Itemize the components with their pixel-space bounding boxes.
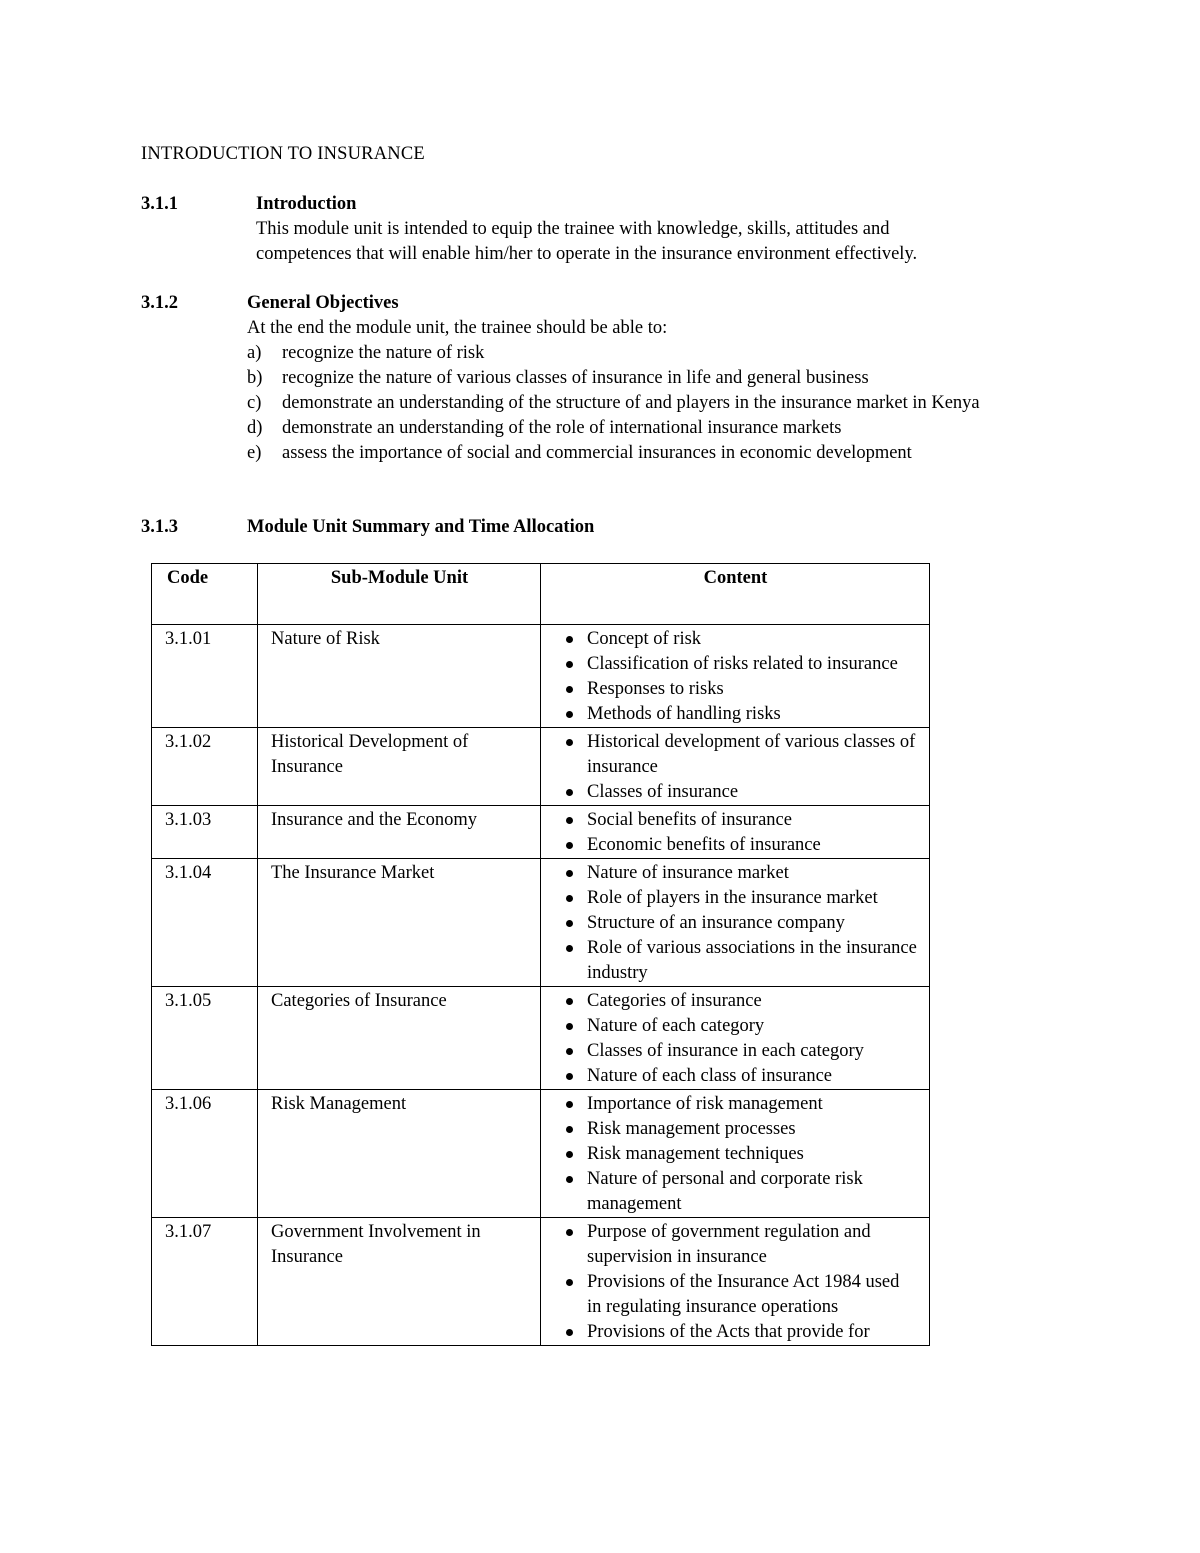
cell-code: 3.1.02 <box>152 728 258 806</box>
section-number-objectives: 3.1.2 <box>141 293 178 313</box>
content-bullet-item: Concept of risk <box>554 627 917 652</box>
table-body <box>152 625 930 1346</box>
table-row <box>152 1218 930 1346</box>
objective-item <box>247 366 1047 391</box>
header-code: Code <box>152 564 258 625</box>
objective-label: a) <box>247 343 262 363</box>
cell-content <box>541 859 930 987</box>
objective-label: c) <box>247 393 262 413</box>
content-bullet-item: Provisions of the Insurance Act 1984 used in regulating insurance operations <box>554 1270 917 1320</box>
cell-sub-module-unit: The Insurance Market <box>258 859 541 987</box>
objective-label: b) <box>247 368 263 388</box>
objective-item <box>247 441 1047 466</box>
content-bullet-item: Economic benefits of insurance <box>554 833 917 858</box>
cell-content <box>541 806 930 859</box>
content-bullet-item: Nature of each class of insurance <box>554 1064 917 1089</box>
content-bullet-list <box>554 627 917 727</box>
table-row <box>152 625 930 728</box>
cell-code: 3.1.07 <box>152 1218 258 1346</box>
cell-sub-module-unit: Risk Management <box>258 1090 541 1218</box>
objective-text: demonstrate an understanding of the role of international insurance markets <box>282 418 842 438</box>
objectives-lead: At the end the module unit, the trainee should be able to: <box>247 318 668 338</box>
objective-text: assess the importance of social and commercial insurances in economic development <box>282 443 912 463</box>
table-row <box>152 1090 930 1218</box>
content-bullet-item: Nature of each category <box>554 1014 917 1039</box>
content-bullet-item: Role of various associations in the insurance industry <box>554 936 917 986</box>
cell-code: 3.1.01 <box>152 625 258 728</box>
content-bullet-item: Classification of risks related to insurance <box>554 652 917 677</box>
cell-code: 3.1.03 <box>152 806 258 859</box>
objective-label: e) <box>247 443 262 463</box>
content-bullet-item: Nature of personal and corporate risk management <box>554 1167 917 1217</box>
content-bullet-item: Methods of handling risks <box>554 702 917 727</box>
cell-sub-module-unit: Categories of Insurance <box>258 987 541 1090</box>
module-summary-table <box>151 563 930 1346</box>
cell-code: 3.1.06 <box>152 1090 258 1218</box>
objectives-list <box>247 341 1047 466</box>
content-bullet-item: Categories of insurance <box>554 989 917 1014</box>
section-number-intro: 3.1.1 <box>141 194 178 214</box>
cell-sub-module-unit: Nature of Risk <box>258 625 541 728</box>
intro-line-1: This module unit is intended to equip the trainee with knowledge, skills, attitudes and <box>256 219 890 239</box>
header-content: Content <box>541 564 930 625</box>
document-title: INTRODUCTION TO INSURANCE <box>141 144 425 164</box>
content-bullet-list <box>554 808 917 858</box>
table-row <box>152 806 930 859</box>
content-bullet-item: Provisions of the Acts that provide for <box>554 1320 917 1345</box>
content-bullet-item: Classes of insurance in each category <box>554 1039 917 1064</box>
section-heading-summary: Module Unit Summary and Time Allocation <box>247 517 595 537</box>
content-bullet-item: Purpose of government regulation and supervision in insurance <box>554 1220 917 1270</box>
objective-item <box>247 341 1047 366</box>
content-bullet-list <box>554 1092 917 1217</box>
content-bullet-item: Structure of an insurance company <box>554 911 917 936</box>
objective-item <box>247 391 1047 416</box>
header-sub-module-unit: Sub-Module Unit <box>258 564 541 625</box>
objective-text: recognize the nature of risk <box>282 343 485 363</box>
cell-code: 3.1.05 <box>152 987 258 1090</box>
objective-text: recognize the nature of various classes of insurance in life and general business <box>282 368 869 388</box>
cell-sub-module-unit: Historical Development of Insurance <box>258 728 541 806</box>
content-bullet-list <box>554 1220 917 1345</box>
content-bullet-item: Risk management processes <box>554 1117 917 1142</box>
cell-code: 3.1.04 <box>152 859 258 987</box>
content-bullet-item: Role of players in the insurance market <box>554 886 917 911</box>
table-header-row <box>152 564 930 625</box>
table-row <box>152 859 930 987</box>
cell-content <box>541 1218 930 1346</box>
section-heading-objectives: General Objectives <box>247 293 399 313</box>
content-bullet-item: Classes of insurance <box>554 780 917 805</box>
content-bullet-item: Risk management techniques <box>554 1142 917 1167</box>
cell-content <box>541 987 930 1090</box>
content-bullet-item: Responses to risks <box>554 677 917 702</box>
content-bullet-list <box>554 861 917 986</box>
content-bullet-item: Importance of risk management <box>554 1092 917 1117</box>
cell-content <box>541 1090 930 1218</box>
cell-content <box>541 625 930 728</box>
content-bullet-list <box>554 730 917 805</box>
section-number-summary: 3.1.3 <box>141 517 178 537</box>
cell-sub-module-unit: Government Involvement in Insurance <box>258 1218 541 1346</box>
objective-item <box>247 416 1047 441</box>
content-bullet-item: Historical development of various classes of insurance <box>554 730 917 780</box>
objective-text: demonstrate an understanding of the structure of and players in the insurance market in Kenya <box>282 393 980 413</box>
table-row <box>152 728 930 806</box>
cell-content <box>541 728 930 806</box>
table-row <box>152 987 930 1090</box>
content-bullet-item: Nature of insurance market <box>554 861 917 886</box>
intro-line-2: competences that will enable him/her to operate in the insurance environment effectively. <box>256 244 918 264</box>
content-bullet-list <box>554 989 917 1089</box>
cell-sub-module-unit: Insurance and the Economy <box>258 806 541 859</box>
objective-label: d) <box>247 418 263 438</box>
content-bullet-item: Social benefits of insurance <box>554 808 917 833</box>
section-heading-intro: Introduction <box>256 194 357 214</box>
